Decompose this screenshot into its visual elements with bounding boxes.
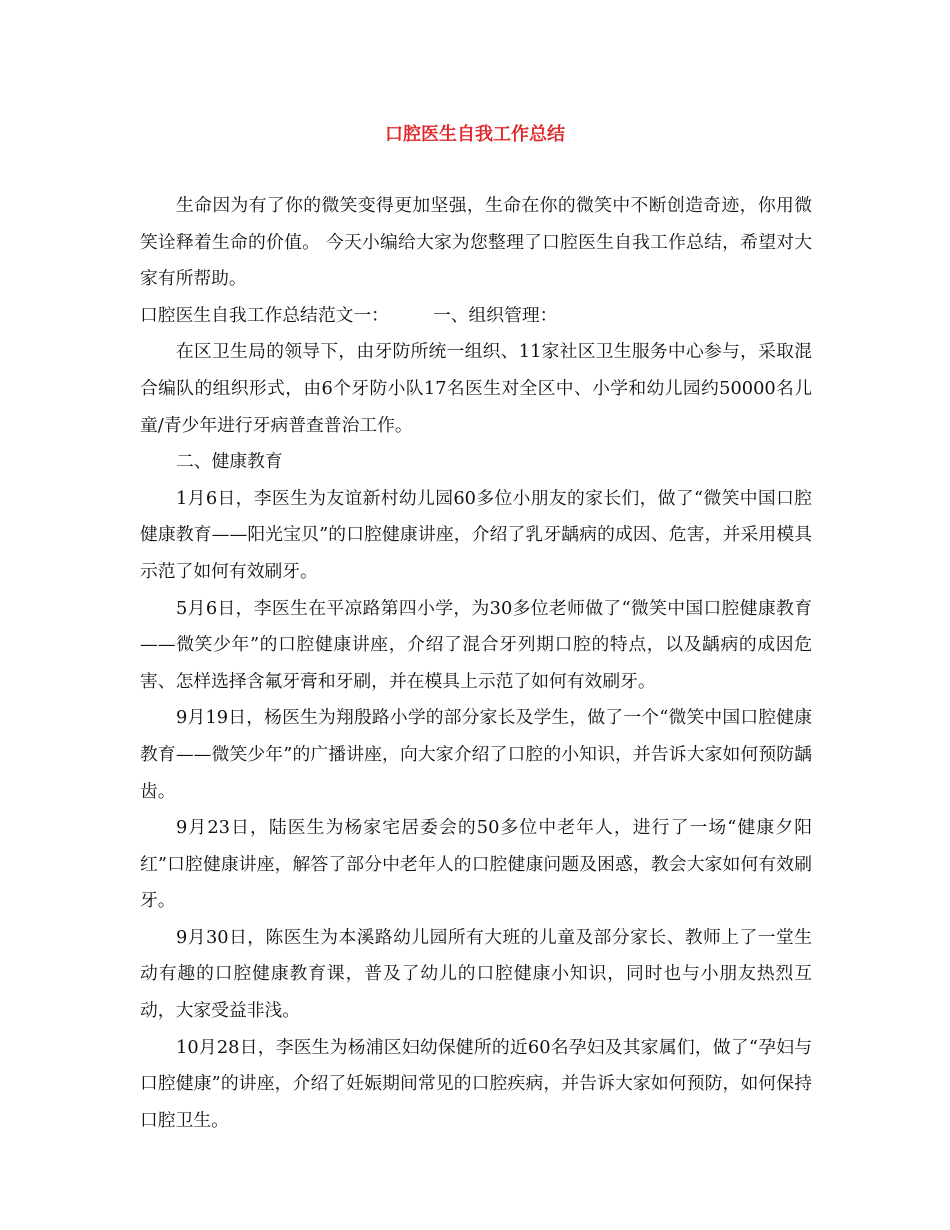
event-paragraph: 1月6日，李医生为友谊新村幼儿园60多位小朋友的家长们，做了“微笑中国口腔健康教育——阳光宝贝”的口腔健康讲座，介绍了乳牙龋病的成因、危害，并采用模具示范了如何有效刷牙。	[140, 487, 812, 582]
section-heading-health-education: 二、健康教育	[176, 451, 283, 473]
document-title: 口腔医生自我工作总结	[385, 124, 565, 145]
event-paragraph: 5月6日，李医生在平凉路第四小学，为30多位老师做了“微笑中国口腔健康教育——微笑少年”的口腔健康讲座，介绍了混合牙列期口腔的特点，以及龋病的成因危害、怎样选择含氟牙膏和牙刷，并在模具上示范了如何有效刷牙。	[140, 597, 812, 692]
document-body	[140, 188, 812, 1139]
event-paragraph: 9月30日，陈医生为本溪路幼儿园所有大班的儿童及部分家长、教师上了一堂生动有趣的口腔健康教育课，普及了幼儿的口腔健康小知识，同时也与小朋友热烈互动，大家受益非浅。	[140, 926, 812, 1022]
sample-heading: 口腔医生自我工作总结范文一：	[140, 304, 389, 326]
event-paragraph: 9月23日，陆医生为杨家宅居委会的50多位中老年人，进行了一场“健康夕阳红”口腔健康讲座，解答了部分中老年人的口腔健康问题及困惑，教会大家如何有效刷牙。	[140, 817, 812, 912]
intro-paragraph: 生命因为有了你的微笑变得更加坚强，生命在你的微笑中不断创造奇迹，你用微笑诠释着生命的价值。 今天小编给大家为您整理了口腔医生自我工作总结，希望对大家有所帮助。	[140, 195, 812, 290]
event-paragraph: 9月19日，杨医生为翔殷路小学的部分家长及学生，做了一个“微笑中国口腔健康教育——微笑少年”的广播讲座，向大家介绍了口腔的小知识，并告诉大家如何预防龋齿。	[140, 707, 812, 802]
event-paragraph: 10月28日，李医生为杨浦区妇幼保健所的近60名孕妇及其家属们，做了“孕妇与口腔健康”的讲座，介绍了妊娠期间常见的口腔疾病，并告诉大家如何预防，如何保持口腔卫生。	[140, 1036, 812, 1131]
section-heading-organization: 一、组织管理：	[432, 304, 558, 326]
sample-heading-line	[140, 298, 812, 335]
organization-paragraph: 在区卫生局的领导下，由牙防所统一组织、11家社区卫生服务中心参与，采取混合编队的组织形式，由6个牙防小队17名医生对全区中、小学和幼儿园约50000名儿童/青少年进行牙病普查普治工作。	[140, 341, 812, 436]
